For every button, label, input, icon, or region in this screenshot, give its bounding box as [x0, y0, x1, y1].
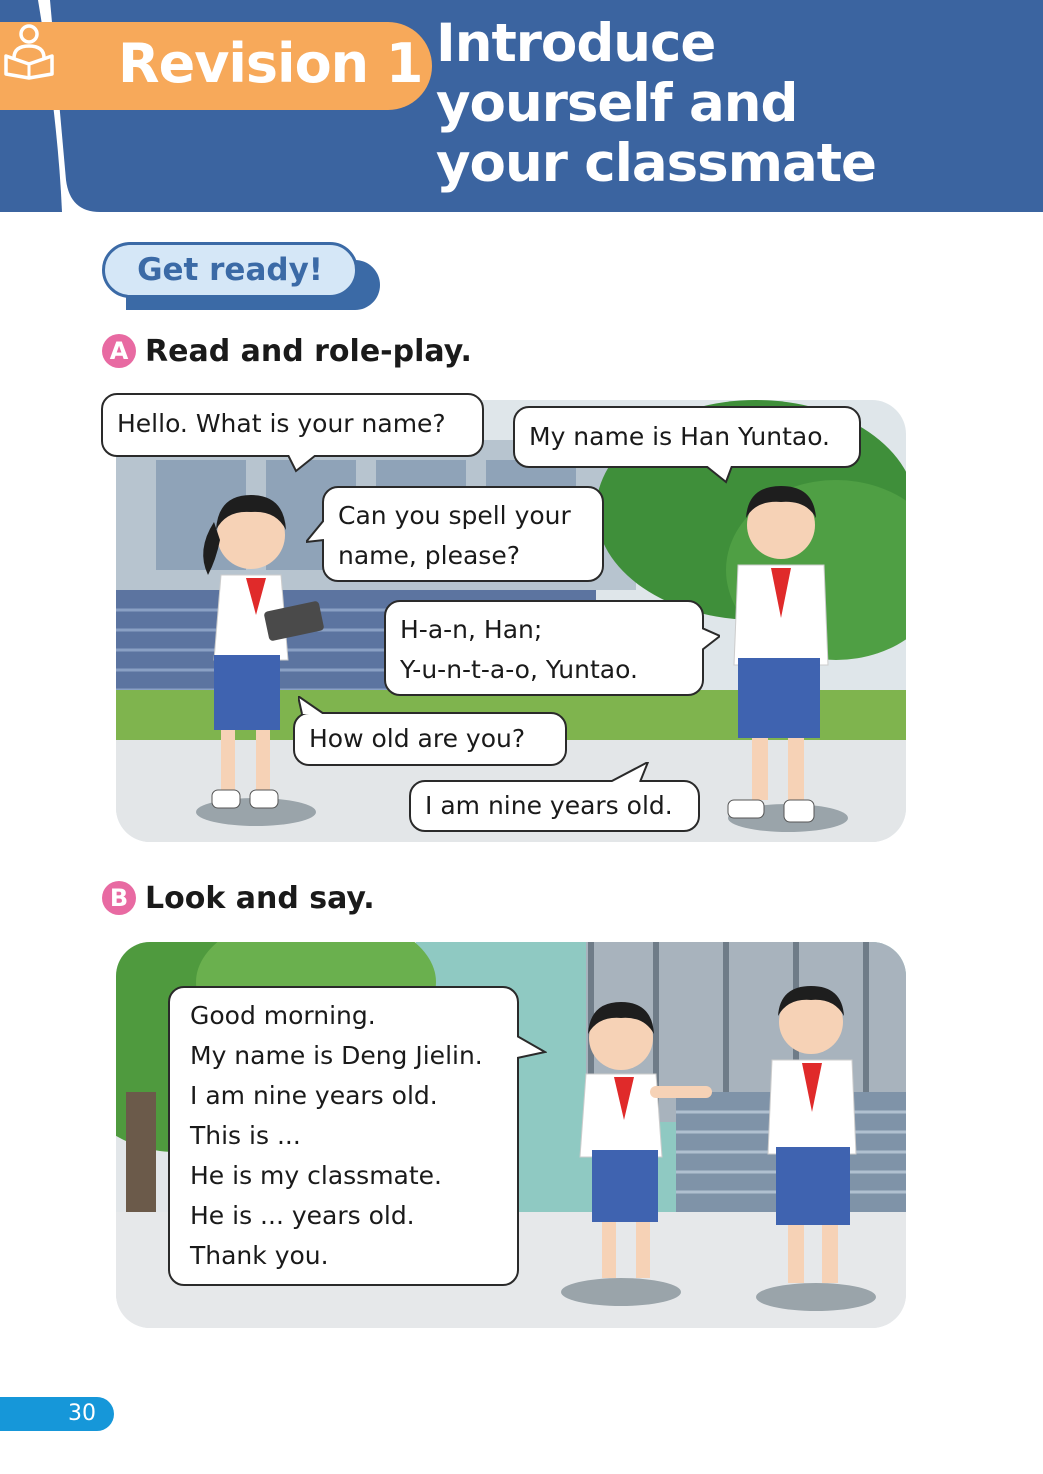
bubble-tail [517, 1036, 547, 1062]
title-line: your classmate [436, 133, 876, 194]
page-title [436, 14, 1036, 194]
bubble-line: I am nine years old. [190, 1081, 438, 1110]
bubble-line: He is my classmate. [190, 1161, 443, 1190]
speech-bubble [409, 780, 700, 832]
bubble-tail [702, 628, 720, 654]
page-number: 30 [0, 1397, 114, 1431]
get-ready-tag [102, 242, 380, 310]
bubble-line: How old are you? [309, 724, 526, 753]
page-header [0, 0, 1043, 212]
section-a-badge: A [102, 334, 136, 368]
section-a-heading [102, 331, 472, 371]
section-b-badge: B [102, 881, 136, 915]
bubble-line: H-a-n, Han; [400, 615, 543, 644]
bubble-line: name, please? [338, 541, 520, 570]
speech-bubble [322, 486, 604, 582]
bubble-line: Y-u-n-t-a-o, Yuntao. [400, 655, 638, 684]
section-b-heading [102, 878, 375, 918]
bubble-tail [298, 696, 326, 714]
title-line: Introduce [436, 13, 716, 74]
title-line: yourself and [436, 73, 798, 134]
revision-pill [0, 22, 432, 110]
bubble-tail [306, 520, 324, 546]
bubble-line: He is ... years old. [190, 1201, 415, 1230]
bubble-line: My name is Han Yuntao. [529, 422, 831, 451]
bubble-tail [610, 762, 650, 782]
speech-bubble [168, 986, 519, 1286]
bubble-tail [288, 455, 318, 473]
speech-bubble [293, 712, 567, 766]
bubble-line: My name is Deng Jielin. [190, 1041, 483, 1070]
section-a-title: Read and role-play. [145, 333, 472, 369]
bubble-line: This is ... [190, 1121, 301, 1150]
get-ready-label: Get ready! [102, 242, 358, 298]
bubble-line: Hello. What is your name? [117, 409, 446, 438]
reading-person-icon [0, 22, 58, 80]
bubble-line: Can you spell your [338, 501, 571, 530]
bubble-line: I am nine years old. [425, 791, 673, 820]
bubble-tail [706, 466, 736, 484]
bubble-line: Good morning. [190, 1001, 376, 1030]
speech-bubble [384, 600, 704, 696]
speech-bubble [101, 393, 484, 457]
bubble-line: Thank you. [190, 1241, 329, 1270]
unit-label: Revision 1 [118, 32, 423, 95]
section-b-title: Look and say. [145, 880, 375, 916]
speech-bubble [513, 406, 861, 468]
